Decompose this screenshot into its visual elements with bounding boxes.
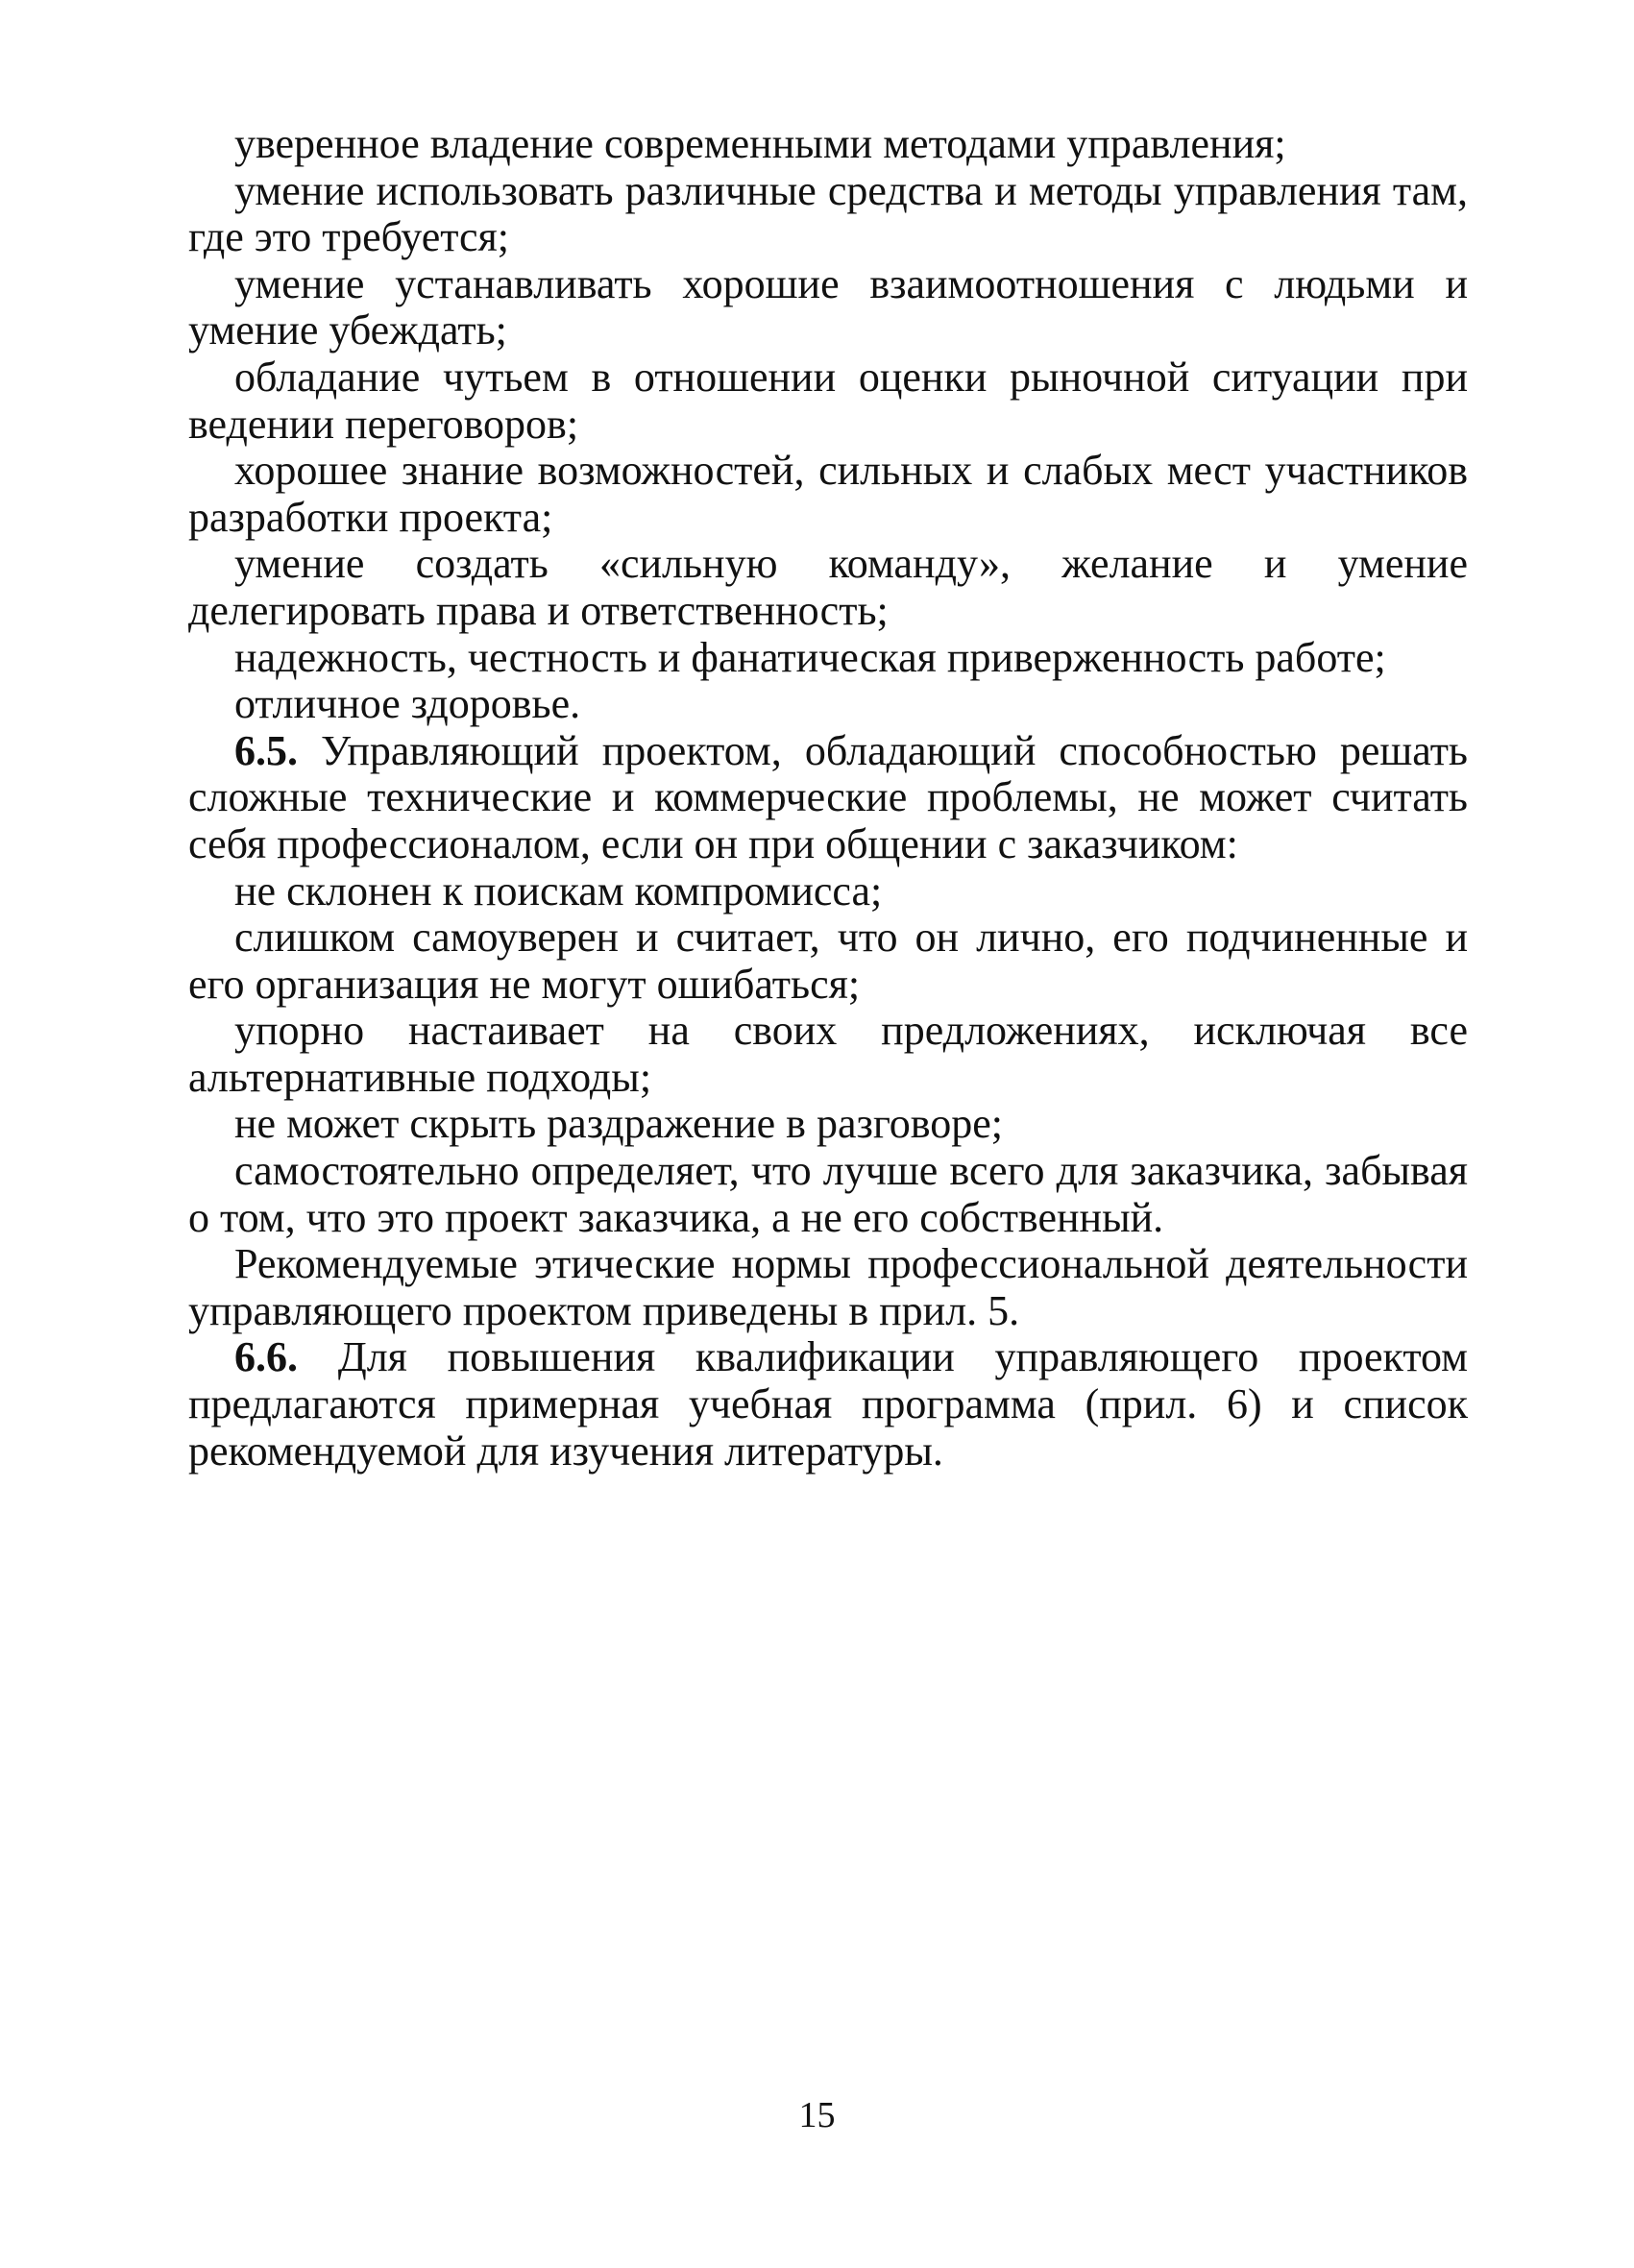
paragraph: самостоятельно определяет, что лучше всего для заказчика, забывая о том, что это проект заказчика, а не его собственный. [188,1147,1468,1241]
paragraph: умение создать «сильную команду», желание и умение делегировать права и ответственность; [188,540,1468,634]
paragraph: упорно настаивает на своих предложениях, исключая все альтернативные подходы; [188,1007,1468,1101]
section-paragraph: 6.6. Для повышения квалификации управляющего проектом предлагаются примерная учебная программа (прил. 6) и список рекомендуемой для изучения литературы. [188,1333,1468,1475]
paragraph: уверенное владение современными методами управления; [234,120,1286,167]
paragraph: умение использовать различные средства и методы управления там, где это требуется; [188,166,1468,261]
section-number: 6.6. [234,1333,298,1381]
section-number: 6.5. [234,726,298,774]
paragraph: умение устанавливать хорошие взаимоотношения с людьми и умение убеждать; [188,259,1468,354]
paragraph: надежность, честность и фанатическая приверженность работе; [234,633,1386,681]
paragraph: не склонен к поискам компромисса; [234,866,883,915]
paragraph: обладание чутьем в отношении оценки рыночной ситуации при ведении переговоров; [188,353,1468,448]
paragraph: хорошее знание возможностей, сильных и слабых мест участников разработки проекта; [188,447,1468,541]
body-text [188,121,1468,1475]
paragraph: слишком самоуверен и считает, что он лично, его подчиненные и его организация не могут ошибаться; [188,914,1468,1008]
paragraph: отличное здоровье. [234,680,581,728]
paragraph: Рекомендуемые этические нормы профессиональной деятельности управляющего проектом приведены в прил. 5. [188,1240,1468,1334]
paragraph: не может скрыть раздражение в разговоре; [234,1100,1004,1148]
section-paragraph: 6.5. Управляющий проектом, обладающий способностью решать сложные технические и коммерческие проблемы, не может считать себя профессионалом, если он при общении с заказчиком: [188,726,1468,867]
page-number: 15 [798,2095,836,2135]
